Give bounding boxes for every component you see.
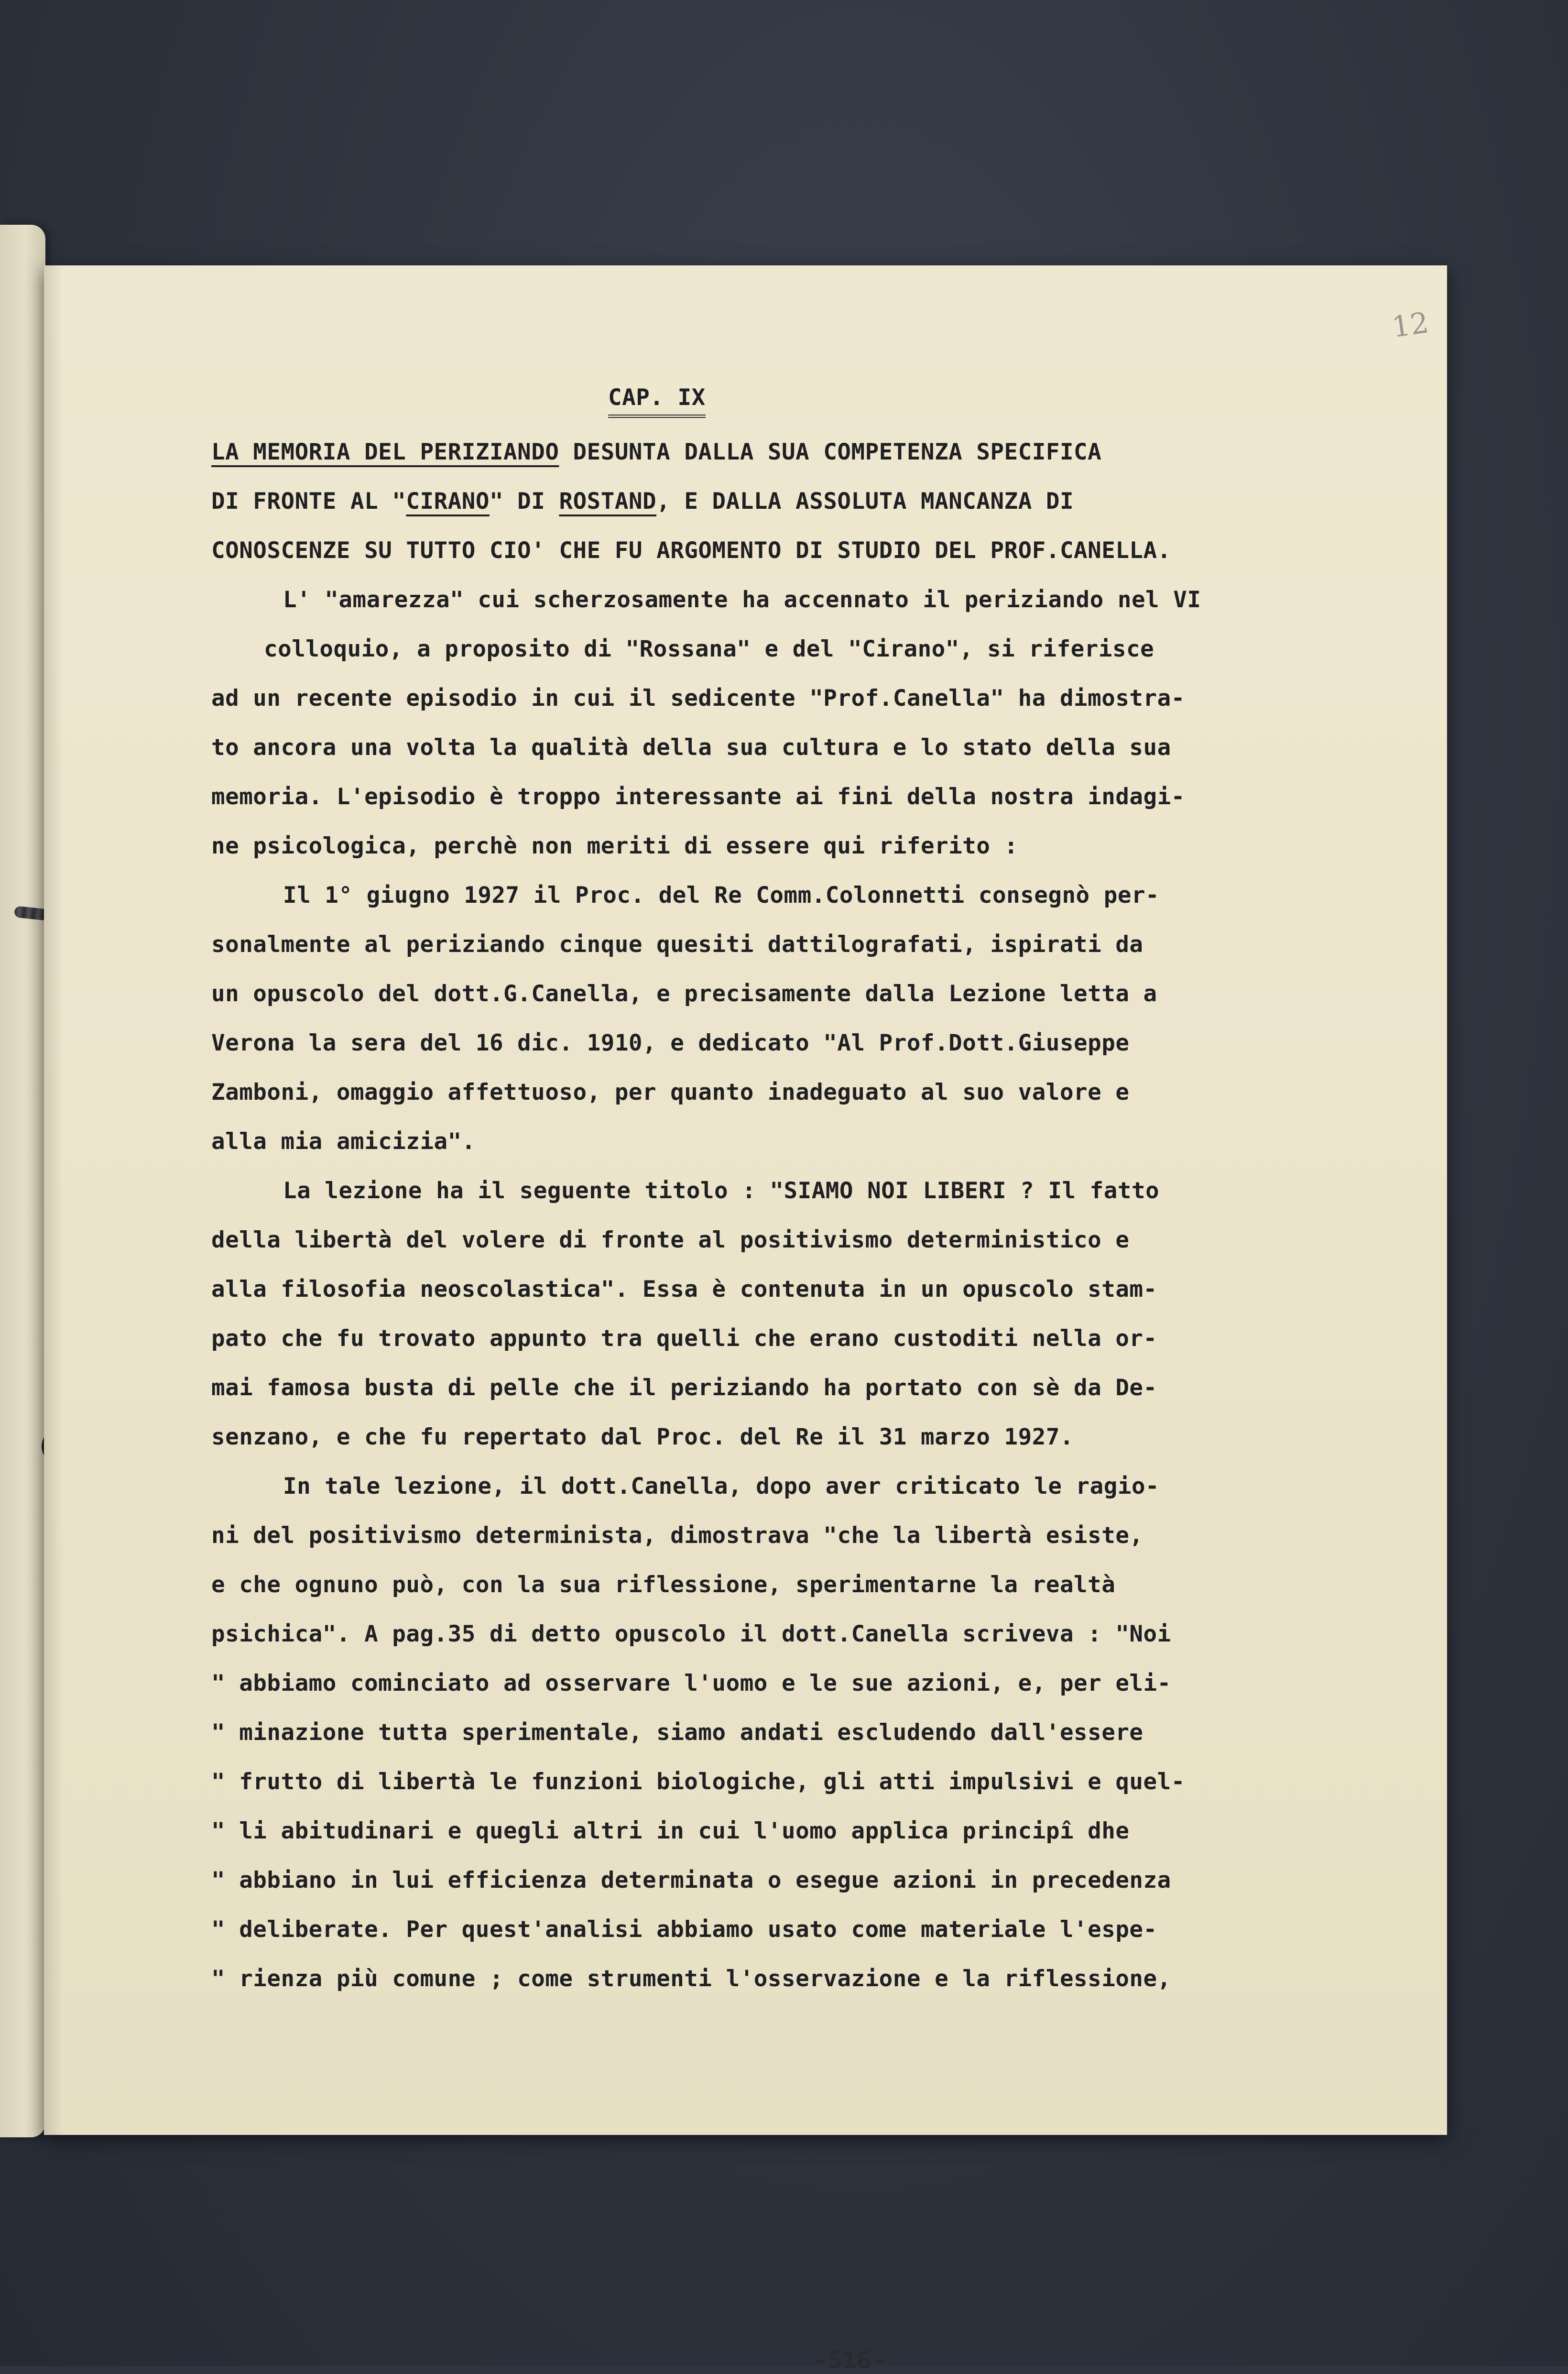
- heading-line-1: LA MEMORIA DEL PERIZIANDO DESUNTA DALLA SUA COMPETENZA SPECIFICA: [211, 439, 1102, 465]
- heading-underlined-cirano: CIRANO: [406, 488, 490, 514]
- body-line: della libertà del volere di fronte al positivismo deterministico e: [211, 1227, 1130, 1253]
- quote-line: " deliberate. Per quest'analisi abbiamo usato come materiale l'espe-: [211, 1916, 1157, 1943]
- body-line: mai famosa busta di pelle che il periziando ha portato con sè da De-: [211, 1375, 1157, 1401]
- quote-line: " rienza più comune ; come strumenti l'osservazione e la riflessione,: [211, 1966, 1171, 1992]
- body-line: La lezione ha il seguente titolo : "SIAMO NOI LIBERI ? Il fatto: [283, 1178, 1160, 1204]
- document-text: [211, 373, 1445, 2003]
- body-line: In tale lezione, il dott.Canella, dopo aver criticato le ragio-: [283, 1473, 1160, 1499]
- body-line: senzano, e che fu repertato dal Proc. del Re il 31 marzo 1927.: [211, 1424, 1074, 1450]
- body-line: Il 1° giugno 1927 il Proc. del Re Comm.Colonnetti consegnò per-: [283, 882, 1160, 908]
- quote-line: " abbiamo cominciato ad osservare l'uomo e le sue azioni, e, per eli-: [211, 1670, 1171, 1696]
- body-line: pato che fu trovato appunto tra quelli che erano custoditi nella or-: [211, 1325, 1157, 1352]
- page-number: -516-: [814, 2346, 886, 2374]
- body-line: un opuscolo del dott.G.Canella, e precisamente dalla Lezione letta a: [211, 981, 1157, 1007]
- heading-underlined-phrase: LA MEMORIA DEL PERIZIANDO: [211, 439, 559, 465]
- heading-line-2: DI FRONTE AL "CIRANO" DI ROSTAND, E DALLA ASSOLUTA MANCANZA DI: [211, 488, 1074, 514]
- quote-line: " frutto di libertà le funzioni biologiche, gli atti impulsivi e quel-: [211, 1769, 1185, 1795]
- typewritten-page: [44, 265, 1447, 2374]
- chapter-title: CAP. IX: [608, 381, 706, 418]
- pencil-margin-mark: 12: [1390, 306, 1431, 344]
- heading-line-3: CONOSCENZE SU TUTTO CIO' CHE FU ARGOMENTO DI STUDIO DEL PROF.CANELLA.: [211, 537, 1171, 564]
- body-line: sonalmente al periziando cinque quesiti dattilografati, ispirati da: [211, 931, 1143, 958]
- previous-page-edge: [0, 225, 45, 2137]
- heading-underlined-rostand: ROSTAND: [559, 488, 657, 514]
- body-line: ni del positivismo determinista, dimostrava "che la libertà esiste,: [211, 1522, 1143, 1549]
- body-line: psichica". A pag.35 di detto opuscolo il dott.Canella scriveva : "Noi: [211, 1621, 1171, 1647]
- body-line: memoria. L'episodio è troppo interessante ai fini della nostra indagi-: [211, 784, 1185, 810]
- body-line: Verona la sera del 16 dic. 1910, e dedicato "Al Prof.Dott.Giuseppe: [211, 1030, 1130, 1056]
- body-text: [211, 575, 1445, 2003]
- body-line: e che ognuno può, con la sua riflessione, sperimentarne la realtà: [211, 1572, 1116, 1598]
- body-line: ad un recente episodio in cui il sedicente "Prof.Canella" ha dimostra-: [211, 685, 1185, 711]
- body-line: L' "amarezza" cui scherzosamente ha accennato il periziando nel VI: [283, 587, 1201, 613]
- body-line: alla filosofia neoscolastica". Essa è contenuta in un opuscolo stam-: [211, 1276, 1157, 1302]
- body-line: to ancora una volta la qualità della sua cultura e lo stato della sua: [211, 734, 1171, 761]
- quote-line: " abbiano in lui efficienza determinata o esegue azioni in precedenza: [211, 1867, 1171, 1893]
- body-line: alla mia amicizia".: [211, 1128, 476, 1155]
- body-line: Zamboni, omaggio affettuoso, per quanto inadeguato al suo valore e: [211, 1079, 1130, 1105]
- quote-line: " minazione tutta sperimentale, siamo andati escludendo dall'essere: [211, 1719, 1143, 1746]
- body-line: colloquio, a proposito di "Rossana" e del "Cirano", si riferisce: [264, 636, 1154, 662]
- quote-line: " li abitudinari e quegli altri in cui l'uomo applica principî dhe: [211, 1818, 1130, 1844]
- section-heading: [211, 427, 1445, 575]
- body-line: ne psicologica, perchè non meriti di essere qui riferito :: [211, 833, 1018, 859]
